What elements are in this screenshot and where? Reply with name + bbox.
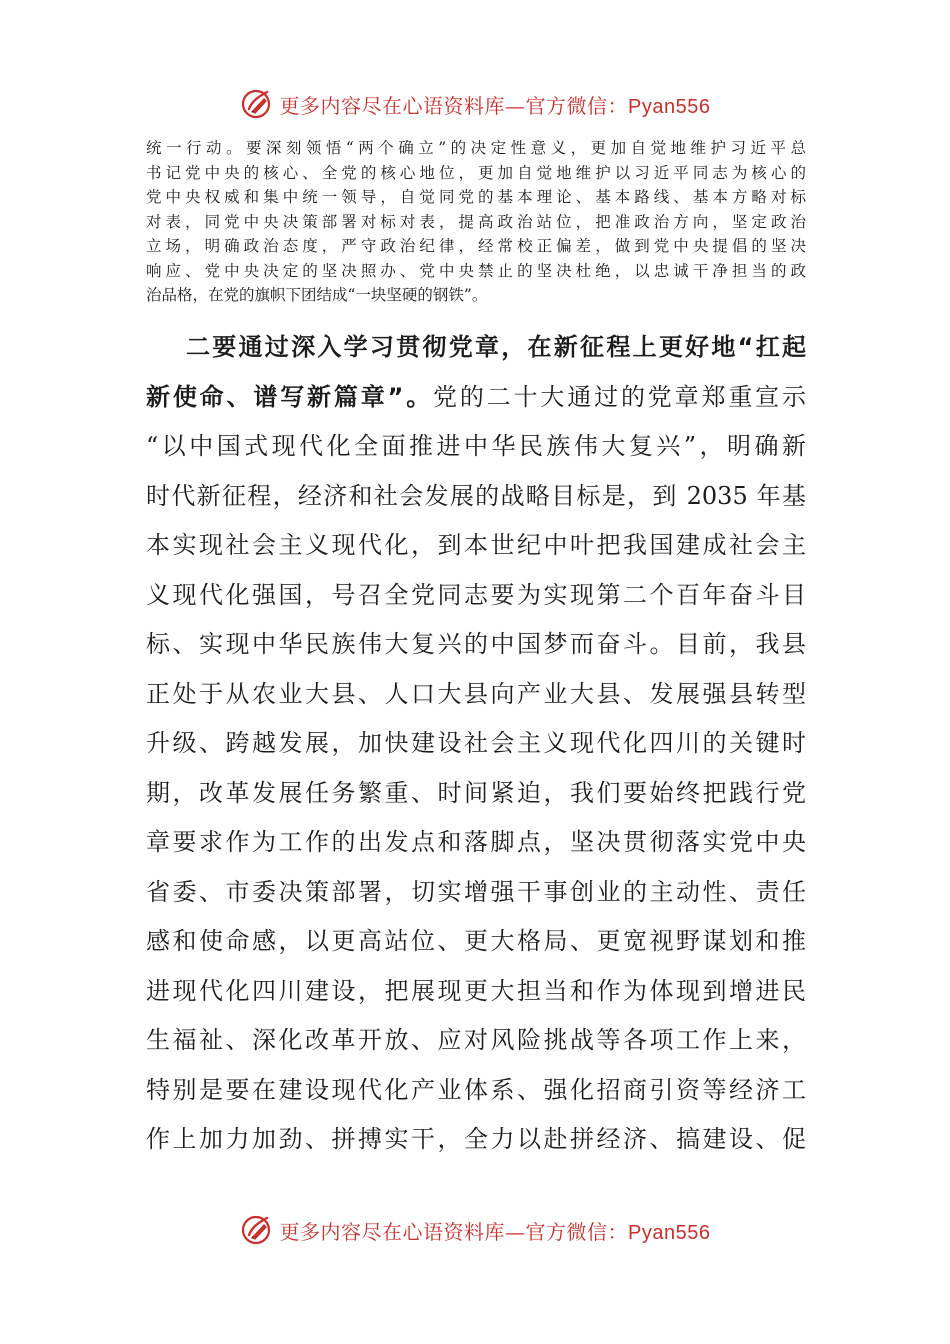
pen-logo-icon	[240, 87, 274, 121]
main-line: 作上加力加劲、拼搏实干，全力以赴拼经济、搞建设、促	[146, 1125, 806, 1153]
main-line	[146, 373, 806, 423]
watermark-footer	[0, 1210, 950, 1250]
main-line: 生福祉、深化改革开放、应对风险挑战等各项工作上来，	[146, 1026, 806, 1054]
watermark-wechat-id: Pyan556	[628, 95, 711, 118]
watermark-prefix: 更多内容尽在心语资料库	[279, 1219, 506, 1244]
intro-paragraph	[146, 136, 806, 308]
watermark-label: 官方微信：	[525, 93, 629, 118]
intro-line: 响应、党中央决定的坚决照办、党中央禁止的坚决杜绝，以忠诚干净担当的政	[146, 261, 806, 280]
intro-line: 治品格，在党的旗帜下团结成“一块坚硬的钢铁”。	[146, 286, 488, 304]
main-line: 标、实现中华民族伟大复兴的中国梦而奋斗。目前，我县	[146, 630, 806, 658]
intro-line: 立场，明确政治态度，严守政治纪律，经常校正偏差，做到党中央提倡的坚决	[146, 237, 806, 255]
main-heading: 二要通过深入学习贯彻党章，在新征程上更好地“扛起	[186, 333, 806, 361]
main-line: “以中国式现代化全面推进中华民族伟大复兴”，明确新	[146, 432, 806, 460]
watermark-text	[280, 1216, 711, 1245]
pen-logo-icon	[240, 1213, 274, 1247]
main-line: 义现代化强国，号召全党同志要为实现第二个百年奋斗目	[146, 580, 806, 609]
main-line: 时代新征程，经济和社会发展的战略目标是，到 2035 年基	[146, 481, 806, 510]
intro-line: 党中央权威和集中统一领导，自觉同党的基本理论、基本路线、基本方略对标	[146, 188, 806, 206]
main-line-text: 党的二十大通过的党章郑重宣示	[433, 382, 806, 411]
main-heading-continued: 新使命、谱写新篇章”。	[146, 382, 434, 411]
main-paragraph	[146, 323, 806, 1165]
watermark-separator: —	[505, 1219, 526, 1244]
watermark-separator: —	[505, 93, 526, 118]
main-line: 期，改革发展任务繁重、时间紧迫，我们要始终把践行党	[146, 778, 806, 807]
watermark-prefix: 更多内容尽在心语资料库	[279, 93, 506, 118]
main-line: 进现代化四川建设，把展现更大担当和作为体现到增进民	[146, 976, 806, 1005]
main-line: 章要求作为工作的出发点和落脚点，坚决贯彻落实党中央	[146, 828, 806, 856]
main-line: 本实现社会主义现代化，到本世纪中叶把我国建成社会主	[146, 531, 806, 559]
intro-line: 书记党中央的核心、全党的核心地位，更加自觉地维护以习近平同志为核心的	[146, 163, 806, 182]
watermark-wechat-id: Pyan556	[628, 1221, 711, 1244]
main-line: 升级、跨越发展，加快建设社会主义现代化四川的关键时	[146, 729, 806, 757]
main-line: 省委、市委决策部署，切实增强干事创业的主动性、责任	[146, 877, 806, 906]
watermark-header	[0, 84, 950, 124]
main-line: 正处于从农业大县、人口大县向产业大县、发展强县转型	[146, 679, 806, 708]
main-line: 感和使命感，以更高站位、更大格局、更宽视野谋划和推	[146, 927, 806, 955]
main-line: 特别是要在建设现代化产业体系、强化招商引资等经济工	[146, 1075, 806, 1104]
watermark-text	[280, 90, 711, 119]
watermark-label: 官方微信：	[525, 1219, 629, 1244]
main-heading-line	[146, 323, 806, 373]
intro-line: 统一行动。要深刻领悟“两个确立”的决定性意义，更加自觉地维护习近平总	[146, 139, 806, 157]
intro-line: 对表，同党中央决策部署对标对表，提高政治站位，把准政治方向，坚定政治	[146, 212, 806, 231]
